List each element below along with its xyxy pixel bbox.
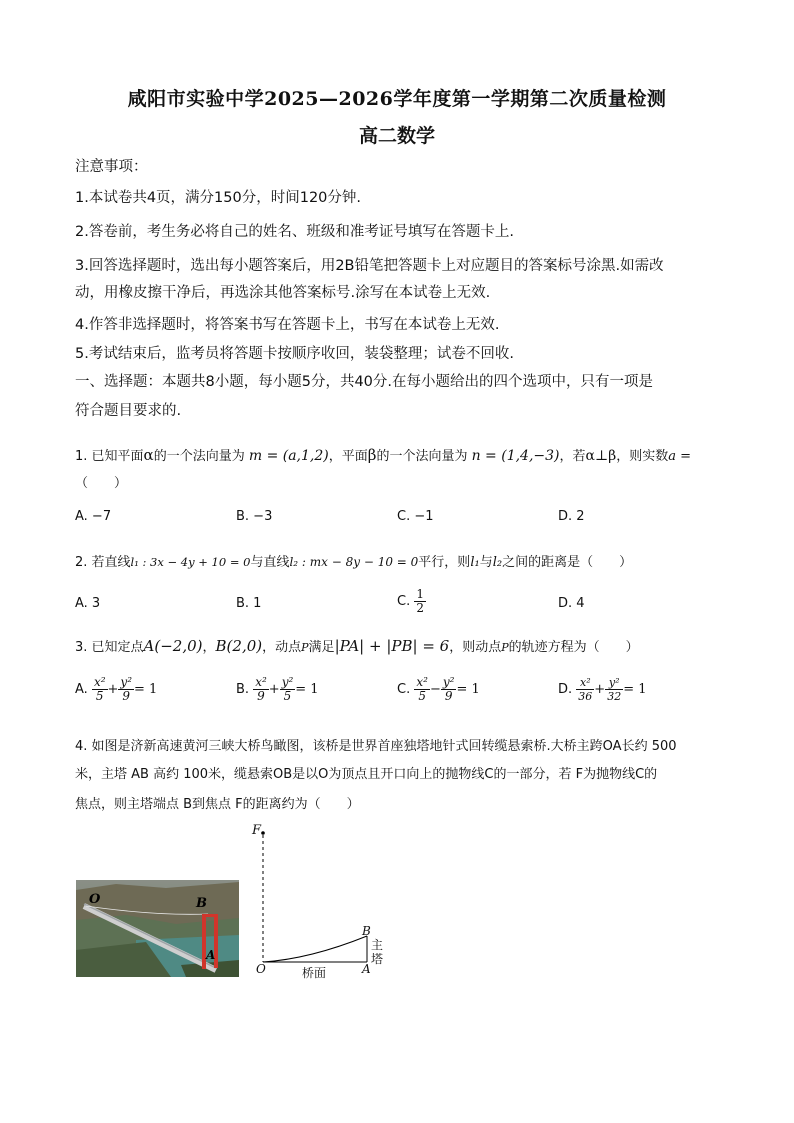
q3-text-d: 满足	[308, 640, 335, 655]
option-label: D.	[558, 682, 573, 697]
option-label: A.	[75, 682, 88, 697]
fraction	[605, 676, 623, 703]
note-item-3: 3.回答选择题时，选出每小题答案后，用2B铅笔把答题卡上对应题目的答案标号涂黑.如需改	[75, 258, 664, 274]
question-4-line-2: 米，主塔 AB 高约 100米，缆悬索OB是以O为顶点且开口向上的抛物线C的一部分，若 F为抛物线C的	[75, 767, 658, 782]
q1-perp: α⊥β	[585, 448, 617, 464]
q2-l2: l₂	[492, 555, 503, 570]
fraction-denominator: 9	[444, 689, 453, 703]
q2-text-e: 之间的距离是（ ）	[502, 555, 633, 570]
q2-option-c	[397, 588, 426, 615]
photo-label-o: O	[89, 892, 101, 907]
q3-condition: |PA| + |PB| = 6	[334, 637, 450, 655]
option-label: B.	[236, 682, 250, 697]
diagram-label-f: F	[252, 823, 262, 838]
q2-text-d: 与	[479, 555, 493, 570]
note-item-3-cont: 动，用橡皮擦干净后，再选涂其他答案标号.涂写在本试卷上无效.	[75, 285, 491, 301]
q2-text-b: 与直线	[250, 555, 290, 570]
section-heading: 一、选择题：本题共8小题，每小题5分，共40分.在每小题给出的四个选项中，只有一项是	[75, 374, 654, 390]
q3-option-d	[558, 676, 647, 703]
fraction-numerator: 1	[416, 587, 424, 601]
fraction-denominator: 9	[257, 689, 265, 703]
q3-text-c: ，动点	[262, 640, 302, 655]
fraction-numerator: y²	[281, 675, 294, 689]
q1-text-f: ，则实数	[616, 449, 669, 464]
operator: −	[429, 682, 441, 697]
fraction-denominator: 9	[122, 689, 131, 703]
q1-vector-m: m = (a,1,2)	[248, 448, 329, 464]
q3-text-b: ，	[202, 640, 216, 655]
q2-l1: l₁	[470, 555, 480, 570]
q3-point-p2: P	[501, 641, 509, 654]
option-label: C.	[397, 682, 411, 697]
q1-text-a: 1. 已知平面	[75, 449, 144, 464]
fraction-numerator: x²	[93, 675, 106, 689]
exam-subject: 高二数学	[358, 125, 435, 147]
diagram-label-tower-1: 主	[371, 938, 384, 952]
fraction-numerator: y²	[442, 675, 455, 689]
equation-rhs: = 1	[456, 682, 480, 697]
q1-vector-n: n = (1,4,−3)	[471, 448, 560, 464]
q1-text-c: ，平面	[328, 449, 368, 464]
note-item-5: 5.考试结束后，监考员将答题卡按顺序收回，装袋整理；试卷不回收.	[75, 346, 514, 362]
bridge-photo-image	[76, 880, 239, 977]
q2-option-c-fraction	[414, 588, 426, 615]
q3-text-e: ，则动点	[449, 640, 502, 655]
fraction-denominator: 32	[607, 690, 622, 703]
exam-title: 咸阳市实验中学2025—2026学年度第一学期第二次质量检测	[127, 88, 667, 110]
equation-rhs: = 1	[623, 682, 647, 697]
q1-option-c: C. −1	[397, 509, 434, 524]
q1-text-e: ，若	[559, 449, 586, 464]
q1-var-a: a =	[668, 449, 692, 464]
diagram-label-a: A	[362, 962, 371, 976]
equation-rhs: = 1	[134, 682, 158, 697]
q3-option-c	[397, 676, 480, 703]
q1-option-b: B. −3	[236, 509, 273, 524]
question-2-stem	[75, 552, 632, 573]
fraction-numerator: x²	[576, 676, 594, 690]
focus-point	[261, 831, 265, 835]
fraction-numerator: y²	[120, 675, 133, 689]
fraction	[92, 676, 108, 703]
q2-text-a: 2. 若直线	[75, 555, 131, 570]
diagram-label-b: B	[362, 924, 371, 938]
q2-text-c: 平行，则	[418, 555, 471, 570]
question-4-line-1: 4. 如图是济新高速黄河三峡大桥鸟瞰图，该桥是世界首座独塔地针式回转缆悬索桥.大桥主跨OA长约 500	[75, 739, 677, 754]
diagram-label-tower-2: 塔	[371, 952, 384, 966]
operator: +	[107, 682, 119, 697]
equation-rhs: = 1	[295, 682, 319, 697]
question-1-stem	[75, 445, 691, 467]
q2-line-l2: l₂ : mx − 8y − 10 = 0	[289, 555, 419, 569]
fraction	[118, 676, 134, 703]
q3-option-a	[75, 676, 157, 703]
q3-text-f: 的轨迹方程为（ ）	[508, 640, 639, 655]
q1-option-d: D. 2	[558, 509, 585, 524]
fraction-numerator: y²	[605, 676, 623, 690]
q3-point-p: P	[301, 641, 309, 654]
fraction-denominator: 36	[578, 690, 593, 703]
question-4-line-3: 焦点，则主塔端点 B到焦点 F的距离约为（ ）	[75, 797, 360, 812]
note-item-4: 4.作答非选择题时，将答案书写在答题卡上，书写在本试卷上无效.	[75, 317, 500, 333]
q1-paren: （ ）	[75, 476, 128, 491]
fraction	[414, 676, 430, 703]
operator: +	[594, 682, 606, 697]
notes-heading: 注意事项：	[75, 159, 148, 175]
q2-option-b: B. 1	[236, 596, 262, 611]
fraction	[253, 676, 269, 703]
q2-option-c-label: C.	[397, 594, 411, 609]
q2-option-a: A. 3	[75, 596, 101, 611]
section-heading-cont: 符合题目要求的.	[75, 403, 182, 419]
fraction-numerator: x²	[255, 675, 267, 689]
q1-text-d: 的一个法向量为	[376, 449, 468, 464]
fraction	[280, 676, 296, 703]
note-item-1: 1.本试卷共4页，满分150分，时间120分钟.	[75, 190, 362, 206]
fraction	[576, 676, 594, 703]
cable-parabola	[263, 936, 367, 962]
question-3-stem	[75, 636, 639, 658]
q3-option-b	[236, 676, 319, 703]
diagram-label-deck: 桥面	[302, 966, 327, 980]
q2-option-d: D. 4	[558, 596, 585, 611]
photo-label-b: B	[196, 896, 207, 911]
operator: +	[268, 682, 280, 697]
q3-point-a: A(−2,0)	[143, 637, 203, 655]
fraction	[441, 676, 457, 703]
q1-alpha: α	[143, 446, 154, 464]
fraction-denominator: 5	[418, 689, 426, 703]
bridge-photo	[76, 880, 239, 977]
note-item-2: 2.答卷前，考生务必将自己的姓名、班级和准考证号填写在答题卡上.	[75, 224, 514, 240]
fraction-denominator: 5	[95, 689, 104, 703]
fraction-denominator: 5	[283, 689, 292, 703]
q1-text-b: 的一个法向量为	[153, 449, 245, 464]
q3-text-a: 3. 已知定点	[75, 640, 144, 655]
q3-point-b: B(2,0)	[215, 637, 263, 655]
q1-beta: β	[367, 446, 377, 464]
fraction-numerator: x²	[416, 675, 428, 689]
q1-option-a: A. −7	[75, 509, 112, 524]
diagram-label-o: O	[256, 962, 266, 976]
q2-line-l1: l₁ : 3x − 4y + 10 = 0	[130, 555, 251, 569]
fraction-denominator: 2	[416, 601, 424, 615]
photo-label-a: A	[206, 948, 216, 962]
